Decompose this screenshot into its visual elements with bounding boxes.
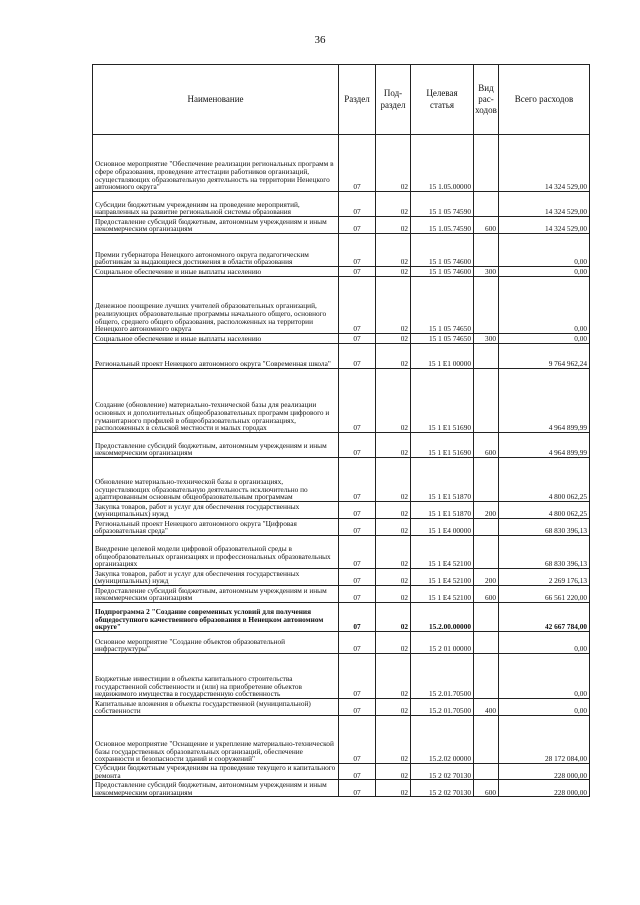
row-name: Обновление материально-технической базы в организациях, осуществляющих образовательную деятельность исключительно по адаптированным основным общеобразовательным программам: [93, 458, 339, 502]
row-target: 15 1 E1 51870: [411, 502, 474, 519]
row-name: Основное мероприятие "Создание объектов образовательной инфраструктуры": [93, 632, 339, 654]
row-total: 4 964 899,99: [499, 433, 590, 458]
row-target: 15 2.01.70500: [411, 654, 474, 699]
table-row: [93, 502, 590, 519]
row-total: 228 000,00: [499, 764, 590, 780]
row-target: 15.2 01.70500: [411, 699, 474, 716]
table-row: [93, 699, 590, 716]
row-section: 07: [339, 780, 376, 797]
row-target: 15 1.05.74590: [411, 217, 474, 234]
row-name: Предоставление субсидий бюджетным, автономным учреждениям и иным некоммерческим организациям: [93, 586, 339, 603]
row-name: Денежное поощрение лучших учителей образовательных организаций, реализующих образовательные программы начального общего, основного общего, среднего общего образования, расположенных на территории Ненецкого автономного округа: [93, 277, 339, 334]
row-total: 0,00: [499, 632, 590, 654]
table-row: [93, 267, 590, 277]
header-expense-type: Вид рас- ходов: [474, 65, 499, 135]
row-section: 07: [339, 267, 376, 277]
row-name: Предоставление субсидий бюджетным, автономным учреждениям и иным некоммерческим организациям: [93, 780, 339, 797]
row-section: 07: [339, 369, 376, 433]
row-expense-type: [474, 344, 499, 369]
table-row: [93, 586, 590, 603]
table-header-row: [93, 65, 590, 135]
table-row: [93, 764, 590, 780]
table-row: [93, 277, 590, 334]
row-expense-type: [474, 277, 499, 334]
row-name: Социальное обеспечение и иные выплаты населению: [93, 267, 339, 277]
row-total: 9 764 962,24: [499, 344, 590, 369]
row-subsection: 02: [376, 654, 411, 699]
table-row: [93, 192, 590, 217]
row-subsection: 02: [376, 603, 411, 632]
row-section: 07: [339, 344, 376, 369]
row-total: 14 324 529,00: [499, 192, 590, 217]
row-section: 07: [339, 458, 376, 502]
row-subsection: 02: [376, 217, 411, 234]
row-name: Региональный проект Ненецкого автономного округа "Цифровая образовательная среда": [93, 519, 339, 536]
table-row: [93, 519, 590, 536]
table-row: [93, 369, 590, 433]
row-expense-type: 400: [474, 699, 499, 716]
row-target: 15 1.05.00000: [411, 135, 474, 192]
row-subsection: 02: [376, 458, 411, 502]
row-target: 15 1 05 74590: [411, 192, 474, 217]
row-total: 68 830 396,13: [499, 519, 590, 536]
table-row: [93, 234, 590, 267]
table-row: [93, 536, 590, 569]
row-total: 0,00: [499, 334, 590, 344]
row-subsection: 02: [376, 267, 411, 277]
row-total: 0,00: [499, 654, 590, 699]
row-name: Основное мероприятие "Обеспечение реализации региональных программ в сфере образования, проведение аттестации работников организаций, осуществляющих образовательную деятельность на территории Ненецкого автономного округа": [93, 135, 339, 192]
row-name: Создание (обновление) материально-технической базы для реализации основных и дополнительных общеобразовательных программ цифрового и гуманитарного профилей в общеобразовательных организациях, расположенных в сельской местности и малых городах: [93, 369, 339, 433]
row-expense-type: [474, 519, 499, 536]
row-name: Основное мероприятие "Оснащение и укрепление материально-технической базы государственных образовательных организаций, обеспечение сохранности и безопасности зданий и сооружений": [93, 716, 339, 764]
row-subsection: 02: [376, 334, 411, 344]
row-total: 14 324 529,00: [499, 217, 590, 234]
row-target: 15 2 01 00000: [411, 632, 474, 654]
header-name: Наименование: [93, 65, 339, 135]
row-subsection: 02: [376, 369, 411, 433]
row-expense-type: 600: [474, 217, 499, 234]
row-expense-type: 300: [474, 334, 499, 344]
row-total: 42 667 784,00: [499, 603, 590, 632]
row-expense-type: 300: [474, 267, 499, 277]
row-section: 07: [339, 699, 376, 716]
table-row: [93, 569, 590, 586]
row-expense-type: 200: [474, 569, 499, 586]
table-row: [93, 458, 590, 502]
row-section: 07: [339, 519, 376, 536]
budget-table: [92, 64, 590, 797]
row-total: 0,00: [499, 234, 590, 267]
row-target: 15 1 E4 00000: [411, 519, 474, 536]
row-target: 15 1 E1 51870: [411, 458, 474, 502]
row-total: 228 000,00: [499, 780, 590, 797]
row-total: 2 269 176,13: [499, 569, 590, 586]
row-subsection: 02: [376, 780, 411, 797]
table-row: [93, 217, 590, 234]
table-row: [93, 433, 590, 458]
row-expense-type: [474, 192, 499, 217]
row-target: 15 1 05 74600: [411, 234, 474, 267]
row-total: 14 324 529,00: [499, 135, 590, 192]
row-expense-type: [474, 764, 499, 780]
table-row: [93, 603, 590, 632]
row-expense-type: [474, 632, 499, 654]
row-subsection: 02: [376, 277, 411, 334]
row-total: 28 172 084,00: [499, 716, 590, 764]
row-expense-type: 200: [474, 502, 499, 519]
table-body: [93, 135, 590, 797]
row-name: Предоставление субсидий бюджетным, автономным учреждениям и иным некоммерческим организациям: [93, 217, 339, 234]
row-name: Бюджетные инвестиции в объекты капитального строительства государственной собственности и (или) на приобретение объектов недвижимого имущества в государственную собственность: [93, 654, 339, 699]
row-total: 4 964 899,99: [499, 369, 590, 433]
row-name: Премии губернатора Ненецкого автономного округа педагогическим работникам за выдающиеся достижения в области образования: [93, 234, 339, 267]
row-section: 07: [339, 135, 376, 192]
header-section: Раздел: [339, 65, 376, 135]
row-target: 15 1 E4 52100: [411, 536, 474, 569]
row-total: 0,00: [499, 699, 590, 716]
row-expense-type: [474, 458, 499, 502]
table-row: [93, 344, 590, 369]
row-total: 0,00: [499, 277, 590, 334]
row-subsection: 02: [376, 632, 411, 654]
row-expense-type: [474, 234, 499, 267]
header-subsection: Под- раздел: [376, 65, 411, 135]
row-section: 07: [339, 536, 376, 569]
row-section: 07: [339, 277, 376, 334]
row-target: 15 1 E1 51690: [411, 369, 474, 433]
row-section: 07: [339, 192, 376, 217]
row-name: Капитальные вложения в объекты государственной (муниципальной) собственности: [93, 699, 339, 716]
row-total: 4 800 062,25: [499, 458, 590, 502]
table-row: [93, 716, 590, 764]
row-target: 15 1 05 74600: [411, 267, 474, 277]
header-target: Целевая статья: [411, 65, 474, 135]
row-target: 15 1 E1 51690: [411, 433, 474, 458]
row-target: 15.2.00.00000: [411, 603, 474, 632]
row-target: 15 1 E1 00000: [411, 344, 474, 369]
row-section: 07: [339, 433, 376, 458]
row-target: 15 1 E4 52100: [411, 569, 474, 586]
row-total: 66 561 220,00: [499, 586, 590, 603]
row-expense-type: [474, 369, 499, 433]
row-name: Закупка товаров, работ и услуг для обеспечения государственных (муниципальных) нужд: [93, 502, 339, 519]
row-section: 07: [339, 502, 376, 519]
row-subsection: 02: [376, 699, 411, 716]
table-row: [93, 632, 590, 654]
row-target: 15 1 05 74650: [411, 334, 474, 344]
row-section: 07: [339, 632, 376, 654]
row-name: Региональный проект Ненецкого автономного округа "Современная школа": [93, 344, 339, 369]
row-subsection: 02: [376, 344, 411, 369]
row-subsection: 02: [376, 192, 411, 217]
row-section: 07: [339, 764, 376, 780]
row-name: Субсидии бюджетным учреждениям на проведение мероприятий, направленных на развитие региональной системы образования: [93, 192, 339, 217]
row-subsection: 02: [376, 234, 411, 267]
row-section: 07: [339, 217, 376, 234]
page-number: 36: [314, 34, 326, 46]
row-subsection: 02: [376, 716, 411, 764]
row-section: 07: [339, 603, 376, 632]
row-subsection: 02: [376, 519, 411, 536]
row-name: Подпрограмма 2 "Создание современных условий для получения общедоступного качественного образования в Ненецком автономном округе": [93, 603, 339, 632]
row-expense-type: [474, 716, 499, 764]
row-subsection: 02: [376, 764, 411, 780]
row-section: 07: [339, 716, 376, 764]
row-target: 15 2 02 70130: [411, 764, 474, 780]
row-section: 07: [339, 234, 376, 267]
table-row: [93, 334, 590, 344]
row-expense-type: [474, 135, 499, 192]
row-target: 15 1 E4 52100: [411, 586, 474, 603]
row-name: Внедрение целевой модели цифровой образовательной среды в общеобразовательных организациях и профессиональных образовательных организациях: [93, 536, 339, 569]
row-expense-type: [474, 536, 499, 569]
row-expense-type: 600: [474, 780, 499, 797]
table-row: [93, 780, 590, 797]
row-section: 07: [339, 569, 376, 586]
row-name: Субсидии бюджетным учреждениям на проведение текущего и капитального ремонта: [93, 764, 339, 780]
row-target: 15.2.02 00000: [411, 716, 474, 764]
row-subsection: 02: [376, 502, 411, 519]
row-subsection: 02: [376, 433, 411, 458]
row-expense-type: 600: [474, 586, 499, 603]
row-expense-type: 600: [474, 433, 499, 458]
table-row: [93, 135, 590, 192]
row-subsection: 02: [376, 569, 411, 586]
row-subsection: 02: [376, 586, 411, 603]
row-total: 0,00: [499, 267, 590, 277]
row-name: Предоставление субсидий бюджетным, автономным учреждениям и иным некоммерческим организациям: [93, 433, 339, 458]
row-subsection: 02: [376, 536, 411, 569]
row-section: 07: [339, 654, 376, 699]
row-subsection: 02: [376, 135, 411, 192]
row-total: 4 800 062,25: [499, 502, 590, 519]
row-section: 07: [339, 334, 376, 344]
table-row: [93, 654, 590, 699]
row-expense-type: [474, 603, 499, 632]
row-name: Закупка товаров, работ и услуг для обеспечения государственных (муниципальных) нужд: [93, 569, 339, 586]
row-section: 07: [339, 586, 376, 603]
row-target: 15 1 05 74650: [411, 277, 474, 334]
row-expense-type: [474, 654, 499, 699]
row-name: Социальное обеспечение и иные выплаты населению: [93, 334, 339, 344]
row-total: 68 830 396,13: [499, 536, 590, 569]
header-total: Всего расходов: [499, 65, 590, 135]
row-target: 15 2 02 70130: [411, 780, 474, 797]
